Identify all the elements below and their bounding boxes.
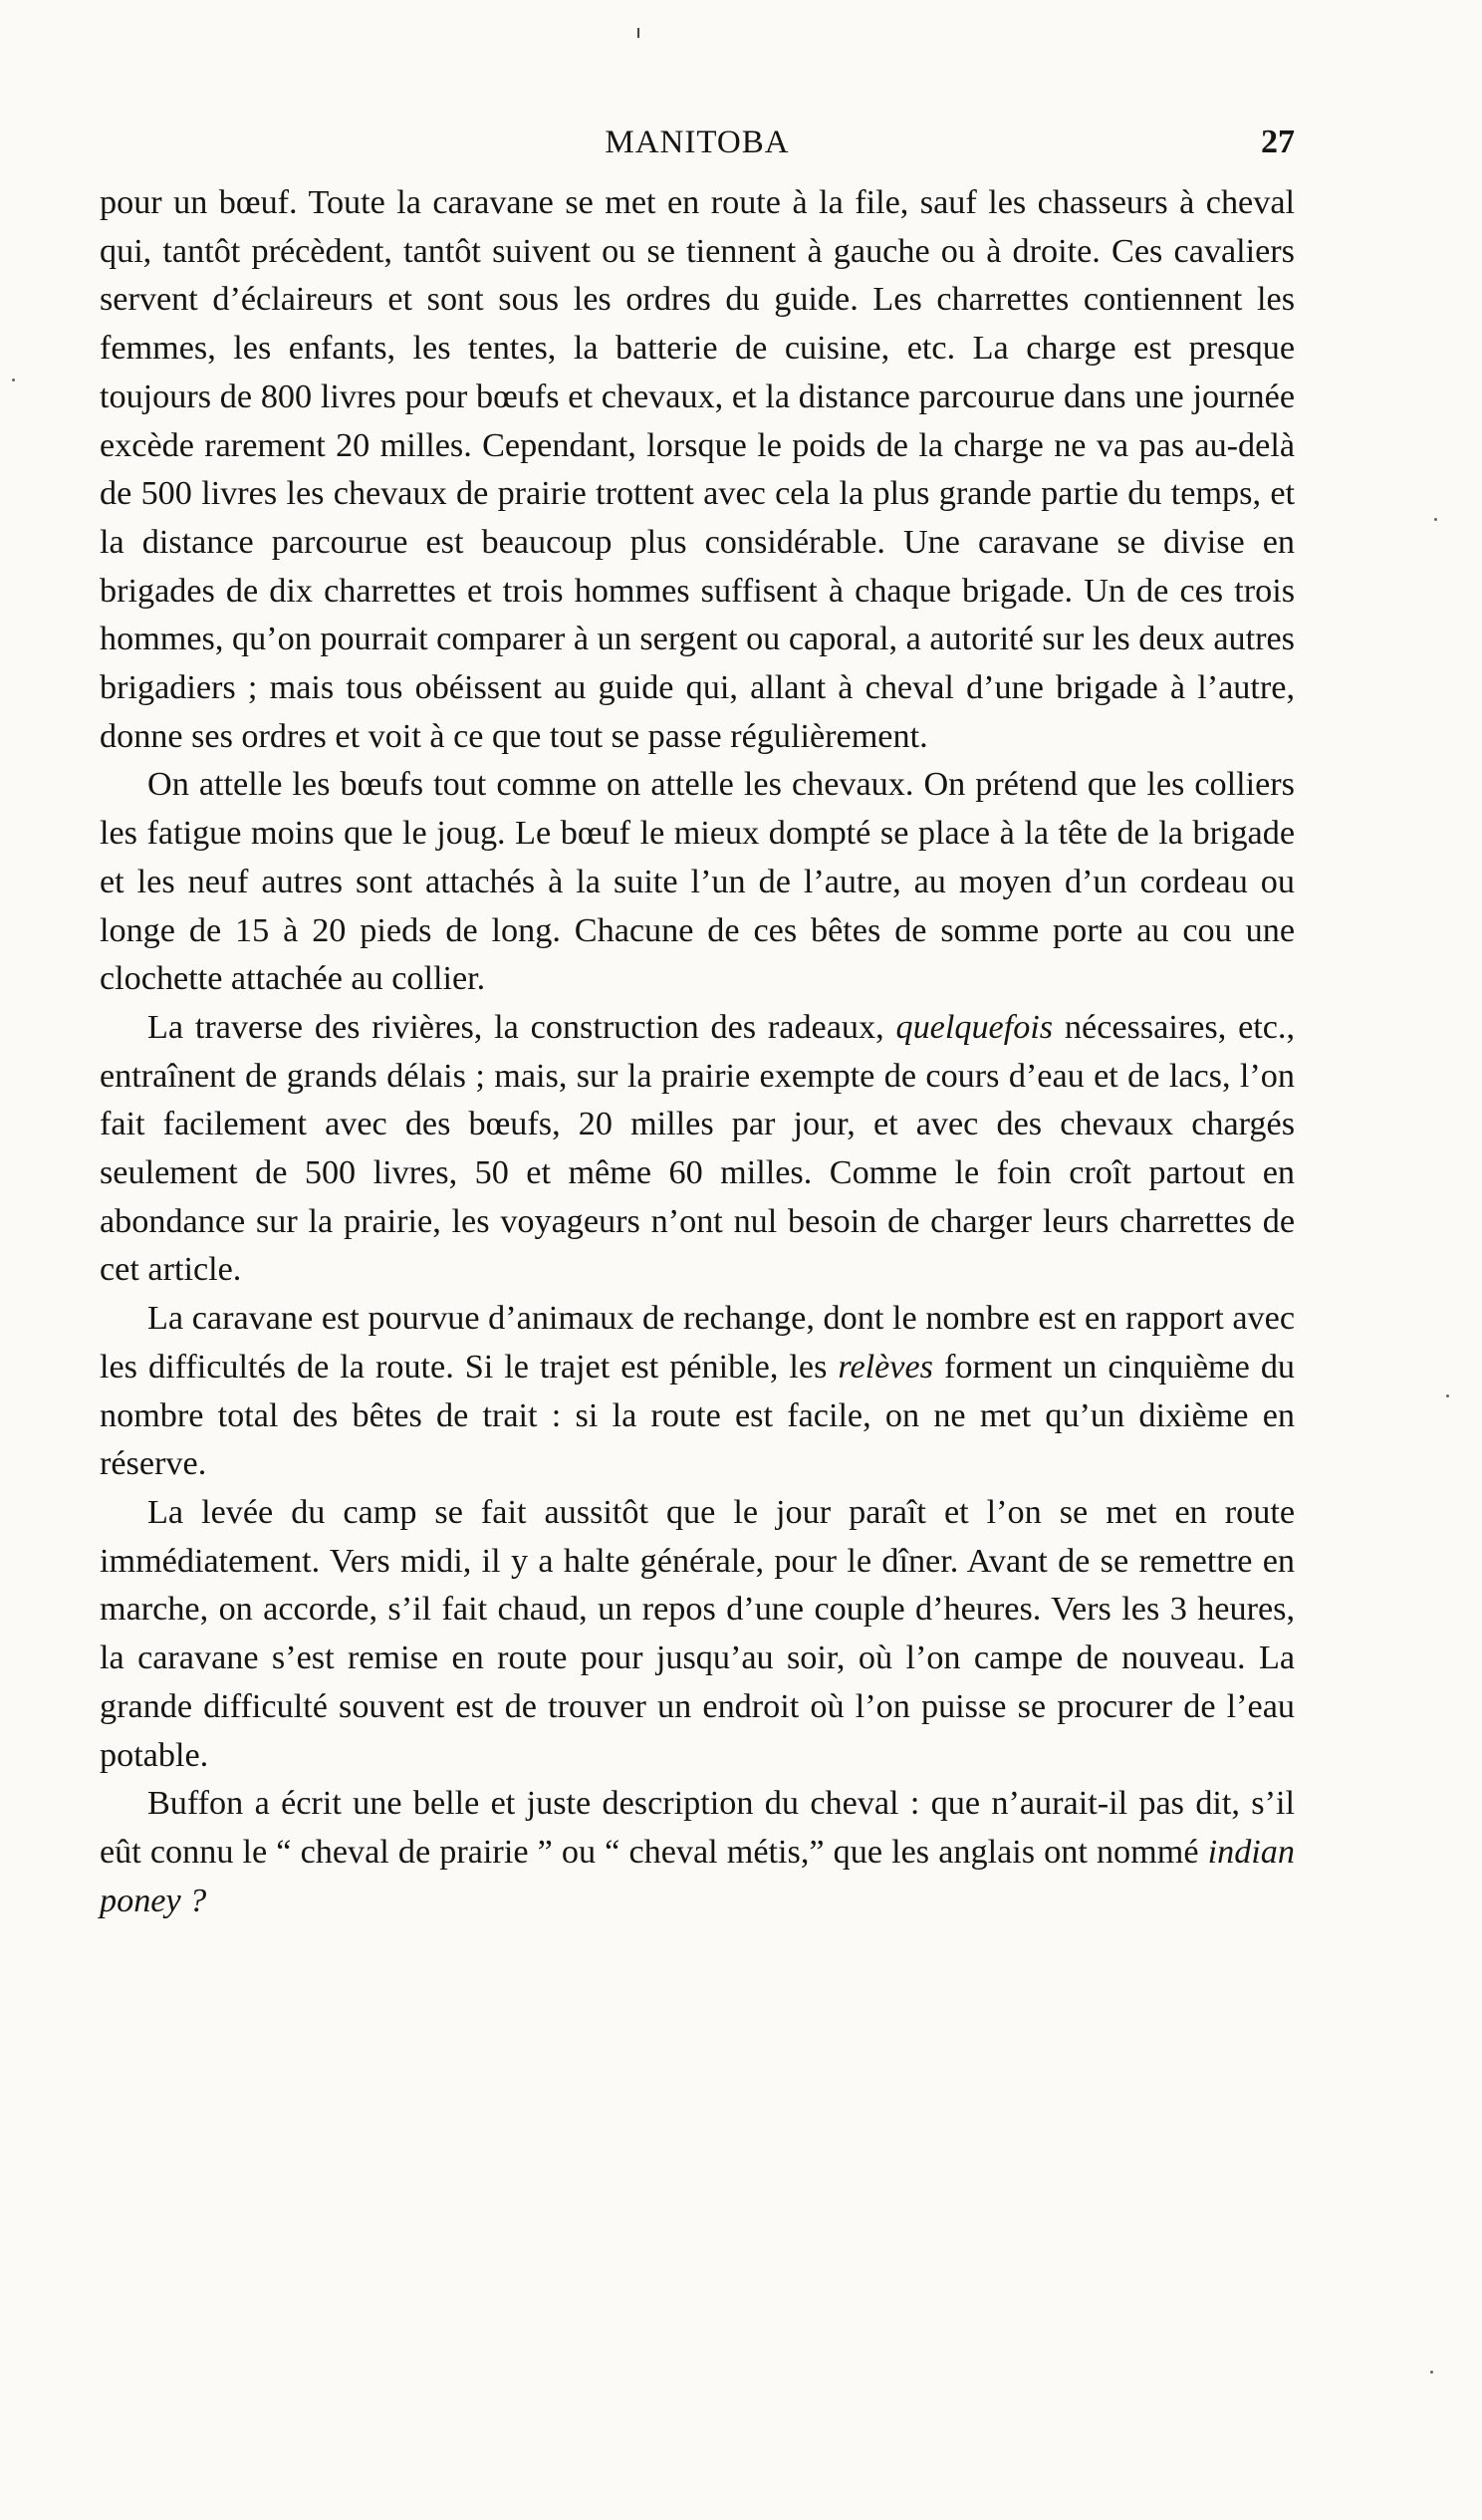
paragraph-5 — [100, 1489, 1295, 1780]
paragraph-3 — [100, 1004, 1295, 1295]
paragraph-text: La levée du camp se fait aussitôt que le jour paraît et l’on se met en route immédiatement. Vers midi, il y a halte générale, pour le dîner. Avant de se remettre en marche, on accorde, s’il fait chaud, un repos d’une couple d’heures. Vers les 3 heures, la caravane s’est remise en route pour jusqu’au soir, où l’on campe de nouveau. La grande difficulté souvent est de trouver un endroit où l’on puisse se procurer de l’eau potable. — [100, 1493, 1295, 1774]
paper-speck — [1446, 1394, 1449, 1397]
page-number: 27 — [1261, 124, 1295, 160]
paragraph-2 — [100, 761, 1295, 1004]
paragraph-text: forment un cinquième du nombre total des bêtes de trait : si la route est facile, on ne met qu’un dixième en réserve. — [100, 1348, 1296, 1483]
paragraph-text: nécessaires, etc., entraînent de grands délais ; mais, sur la prairie exempte de cours d’eau et de lacs, l’on fait facilement avec des bœufs, 20 milles par jour, et avec des chevaux chargés seulement de 500 livres, 50 et même 60 milles. Comme le foin croît partout en abondance sur la prairie, les voyageurs n’ont nul besoin de charger leurs charrettes de cet article. — [100, 1008, 1296, 1289]
print-mark — [637, 28, 639, 38]
paper-speck — [12, 378, 15, 381]
running-head — [100, 118, 1295, 167]
italic-term: relèves — [838, 1348, 933, 1386]
paragraph-text: La caravane est pourvue d’animaux de rechange, dont le nombre est en rapport avec les difficultés de la route. Si le trajet est pénible, les — [100, 1300, 1295, 1386]
paragraph-text: La traverse des rivières, la construction des radeaux, — [147, 1008, 896, 1046]
paragraph-text: On attelle les bœufs tout comme on attelle les chevaux. On prétend que les colliers les fatigue moins que le joug. Le bœuf le mieux dompté se place à la tête de la brigade et les neuf autres sont attachés à la suite l’un de l’autre, au moyen d’un cordeau ou longe de 15 à 20 pieds de long. Chacune de ces bêtes de somme porte au cou une clochette attachée au collier. — [100, 766, 1295, 998]
paper-speck — [1434, 518, 1437, 521]
paragraph-6 — [100, 1780, 1295, 1925]
body-text — [100, 179, 1295, 1925]
italic-term: quelquefois — [895, 1008, 1054, 1046]
paper-speck — [1430, 2371, 1433, 2374]
paragraph-1 — [100, 179, 1295, 761]
paragraph-text: Buffon a écrit une belle et juste description du cheval : que n’aurait-il pas dit, s’il eût connu le “ cheval de prairie ” ou “ cheval métis,” que les anglais ont nommé — [100, 1785, 1295, 1871]
running-title: MANITOBA — [605, 125, 790, 160]
paragraph-4 — [100, 1295, 1295, 1489]
paragraph-text: pour un bœuf. Toute la caravane se met en route à la file, sauf les chasseurs à cheval qui, tantôt précèdent, tantôt suivent ou se tiennent à gauche ou à droite. Ces cavaliers servent d’éclaireurs et sont sous les ordres du guide. Les charrettes contiennent les femmes, les enfants, les tentes, la batterie de cuisine, etc. La charge est presque toujours de 800 livres pour bœufs et chevaux, et la distance parcourue dans une journée excède rarement 20 milles. Cependant, lorsque le poids de la charge ne va pas au-delà de 500 livres les chevaux de prairie trottent avec cela la plus grande partie du temps, et la distance parcourue est beaucoup plus considérable. Une caravane se divise en brigades de dix charrettes et trois hommes suffisent à chaque brigade. Un de ces trois hommes, qu’on pourrait comparer à un sergent ou caporal, a autorité sur les deux autres brigadiers ; mais tous obéissent au guide qui, allant à cheval d’une brigade à l’autre, donne ses ordres et voit à ce que tout se passe régulièrement. — [100, 184, 1295, 755]
italic-term: indian poney ? — [100, 1833, 1295, 1919]
